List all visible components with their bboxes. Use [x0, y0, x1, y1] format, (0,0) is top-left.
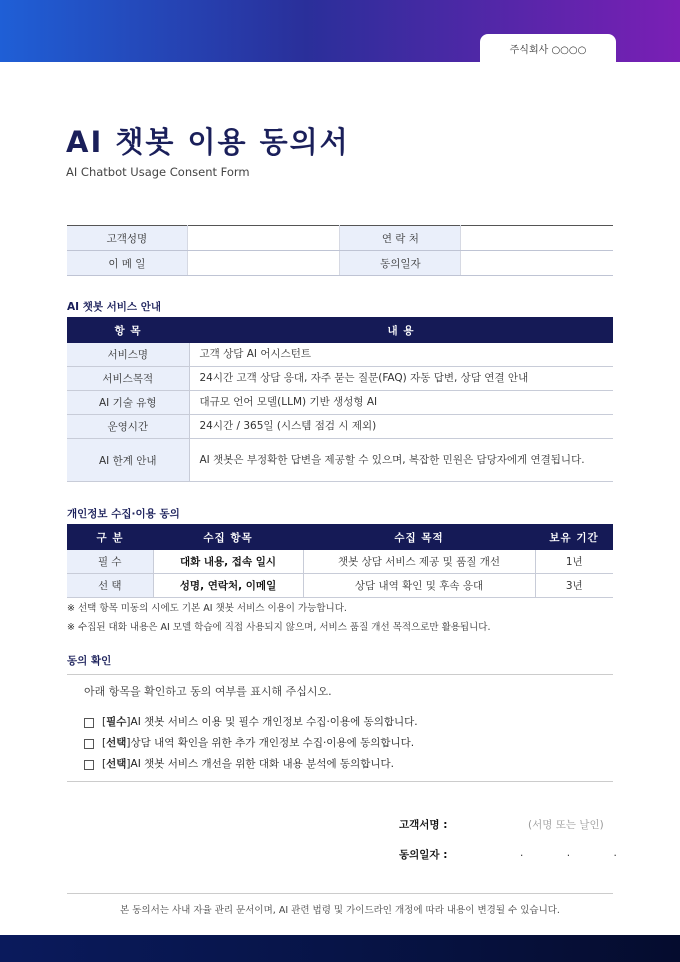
table-row — [67, 415, 613, 439]
divider — [67, 893, 613, 894]
signature-date-label: 동의일자 : — [399, 849, 448, 861]
note: ※ 수집된 대화 내용은 AI 모델 학습에 직접 사용되지 않으며, 서비스 품질 개선 목적으로만 활용됩니다. — [67, 622, 491, 633]
row-value: 24시간 / 365일 (시스템 점검 시 제외) — [189, 415, 613, 439]
date-field[interactable] — [461, 251, 613, 276]
row-key: 운영시간 — [67, 415, 189, 439]
row-key: AI 한계 안내 — [67, 439, 189, 482]
email-label: 이 메 일 — [67, 251, 187, 276]
company-name: 주식회사 ○○○○ — [480, 34, 616, 62]
customer-info-table — [67, 225, 613, 276]
consent-text: AI 챗봇 서비스 개선을 위한 대화 내용 분석에 동의합니다. — [130, 758, 394, 770]
checkbox[interactable] — [84, 760, 94, 770]
date-label: 동의일자 — [340, 251, 461, 276]
table-row — [67, 439, 613, 482]
consent-tag: 선택 — [106, 737, 127, 749]
consent-items — [84, 712, 418, 775]
table-row — [67, 343, 613, 367]
consent-item-optional-contact[interactable]: [ 선택 ] 상담 내역 확인을 위한 추가 개인정보 수집·이용에 동의합니다. — [84, 733, 418, 754]
consent-text: AI 챗봇 서비스 이용 및 필수 개인정보 수집·이용에 동의합니다. — [130, 716, 418, 728]
divider — [67, 781, 613, 782]
collection-notes — [67, 599, 490, 637]
row-value: 24시간 고객 상담 응대, 자주 묻는 질문(FAQ) 자동 답변, 상담 연결 안내 — [189, 367, 613, 391]
row-purpose: 챗봇 상담 서비스 제공 및 품질 개선 — [303, 550, 535, 574]
row-items: 대화 내용, 접속 일시 — [153, 550, 303, 574]
row-key: 서비스명 — [67, 343, 189, 367]
page-title: AI 챗봇 이용 동의서 — [66, 125, 350, 159]
row-value: 대규모 언어 모델(LLM) 기반 생성형 AI — [189, 391, 613, 415]
row-purpose: 상담 내역 확인 및 후속 응대 — [303, 574, 535, 598]
consent-item-required[interactable]: [ 필수 ] AI 챗봇 서비스 이용 및 필수 개인정보 수집·이용에 동의합니다. — [84, 712, 418, 733]
row-value: AI 챗봇은 부정확한 답변을 제공할 수 있으며, 복잡한 민원은 담당자에게 연결됩니다. — [189, 439, 613, 482]
table-row — [67, 574, 613, 598]
col-period: 보유 기간 — [535, 524, 613, 550]
name-field[interactable] — [187, 226, 340, 251]
page-subtitle: AI Chatbot Usage Consent Form — [66, 165, 250, 179]
collection-heading: 개인정보 수집·이용 동의 — [67, 508, 180, 520]
note: ※ 선택 항목 미동의 시에도 기본 AI 챗봇 서비스 이용이 가능합니다. — [67, 603, 347, 614]
sign-label: 고객서명 : — [399, 819, 448, 831]
row-items: 성명, 연락처, 이메일 — [153, 574, 303, 598]
checkbox[interactable] — [84, 718, 94, 728]
row-key: AI 기술 유형 — [67, 391, 189, 415]
col-content: 내 용 — [189, 317, 613, 343]
row-type: 선 택 — [67, 574, 153, 598]
sign-field[interactable]: (서명 또는 날인) — [528, 819, 604, 831]
table-row — [67, 367, 613, 391]
contact-field[interactable] — [461, 226, 613, 251]
row-period: 1년 — [535, 550, 613, 574]
name-label: 고객성명 — [67, 226, 187, 251]
consent-heading: 동의 확인 — [67, 653, 613, 675]
collection-table — [67, 524, 613, 598]
consent-item-optional-analysis[interactable]: [ 선택 ] AI 챗봇 서비스 개선을 위한 대화 내용 분석에 동의합니다. — [84, 754, 418, 775]
consent-instruction: 아래 항목을 확인하고 동의 여부를 표시해 주십시오. — [84, 685, 332, 698]
col-type: 구 분 — [67, 524, 153, 550]
service-table — [67, 317, 613, 482]
consent-tag: 선택 — [106, 758, 127, 770]
signature-date-field[interactable]: . . . — [520, 847, 617, 859]
col-purpose: 수집 목적 — [303, 524, 535, 550]
row-key: 서비스목적 — [67, 367, 189, 391]
footer-note: 본 동의서는 사내 자율 관리 문서이며, AI 관련 법령 및 가이드라인 개정에 따라 내용이 변경될 수 있습니다. — [120, 905, 560, 916]
row-type: 필 수 — [67, 550, 153, 574]
footer-band — [0, 935, 680, 962]
table-row — [67, 550, 613, 574]
row-value: 고객 상담 AI 어시스턴트 — [189, 343, 613, 367]
consent-text: 상담 내역 확인을 위한 추가 개인정보 수집·이용에 동의합니다. — [130, 737, 415, 749]
row-period: 3년 — [535, 574, 613, 598]
col-items: 수집 항목 — [153, 524, 303, 550]
contact-label: 연 락 처 — [340, 226, 461, 251]
service-heading: AI 챗봇 서비스 안내 — [67, 301, 162, 313]
consent-tag: 필수 — [106, 716, 127, 728]
table-row — [67, 391, 613, 415]
checkbox[interactable] — [84, 739, 94, 749]
col-item: 항 목 — [67, 317, 189, 343]
email-field[interactable] — [187, 251, 340, 276]
